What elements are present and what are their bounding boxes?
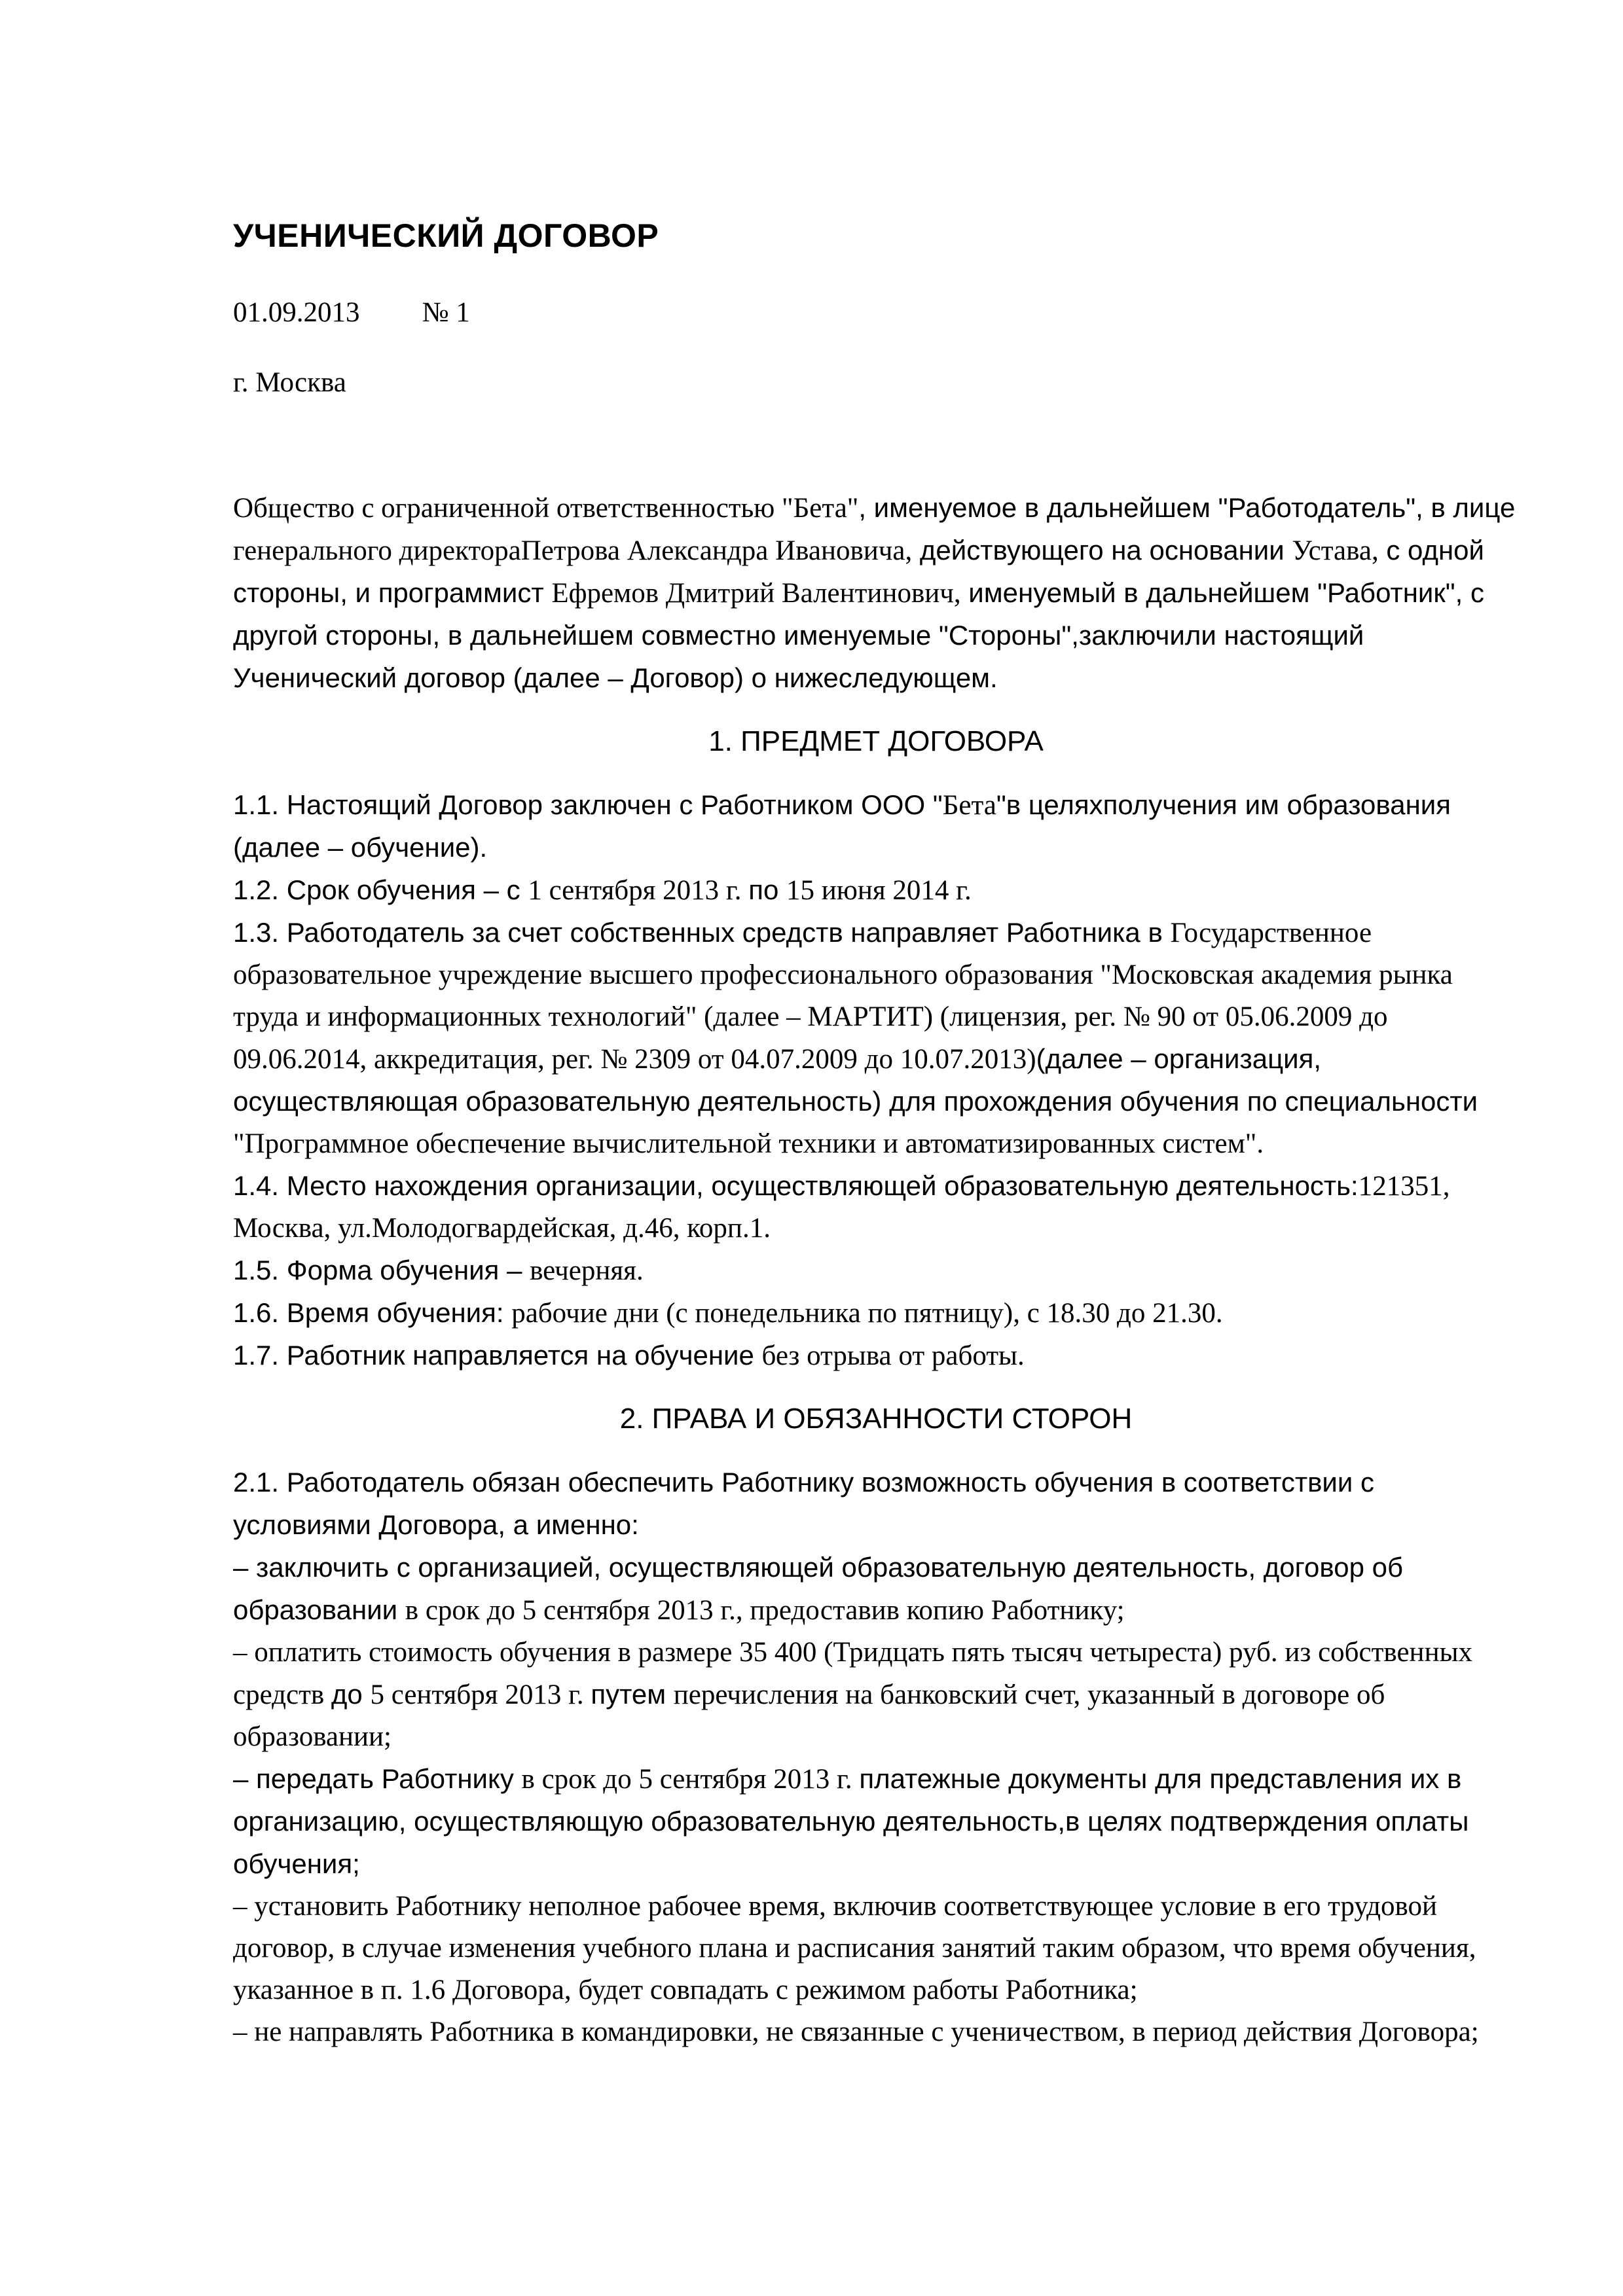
intro-paragraph (233, 487, 1519, 700)
text-run-serif: в срок до 5 сентября 2013 г. (521, 1764, 860, 1795)
text-run-serif: без отрыва от работы. (761, 1340, 1025, 1371)
clause-1-1 (233, 784, 1519, 869)
text-run-sans: путем (591, 1679, 674, 1710)
text-run-serif: – не направлять Работника в командировки, не связанные с ученичеством, в период действия Договора; (233, 2017, 1479, 2047)
text-run-serif: в срок до 5 сентября 2013 г., предоставив копию Работнику; (405, 1595, 1125, 1626)
text-run-sans: 1.6. Время обучения: (233, 1297, 512, 1328)
text-run-sans: 1.3. Работодатель за счет собственных средств направляет Работника в (233, 917, 1171, 948)
document-number: № 1 (422, 297, 470, 328)
text-run-serif: 1 сентября 2013 г. (528, 875, 749, 906)
text-run-sans: – заключить с организацией, осуществляющей образовательную деятельность, договор об образовании (233, 1552, 1404, 1625)
text-run-serif: 121351, Москва, ул.Молодогвардейская, д.46, корп.1. (233, 1171, 1450, 1244)
document-body (233, 487, 1519, 2053)
text-run-serif: 5 сентября 2013 г. (370, 1679, 591, 1710)
text-run-sans: , именуемое в дальнейшем "Работодатель", в лице (858, 492, 1516, 523)
document-city: г. Москва (233, 367, 346, 398)
section-1-heading: 1. ПРЕДМЕТ ДОГОВОРА (708, 725, 1044, 757)
text-run-serif: – установить Работнику неполное рабочее время, включив соответствующее условие в его трудовой договор, в случае изменения учебного плана и расписания занятий таким образом, что время обучения, указанное в п. 1.6 Договора, будет совпадать с режимом работы Работника; (233, 1891, 1476, 2005)
text-run-serif: Ефремов Дмитрий Валентинович, (551, 578, 961, 609)
text-run-sans: по (748, 874, 786, 905)
clause-2-1-item-2 (233, 1632, 1519, 1758)
clause-1-2 (233, 869, 1519, 912)
clause-2-1-item-3 (233, 1758, 1519, 1886)
text-run-serif: Бета (942, 790, 996, 821)
document-date: 01.09.2013 (233, 297, 360, 328)
text-run-serif: вечерняя. (530, 1255, 644, 1286)
text-run-serif: 15 июня 2014 г. (786, 875, 972, 906)
text-run-sans: с одной стороны, и программист (233, 535, 1484, 608)
text-run-sans: 2.1. Работодатель обязан обеспечить Работнику возможность обучения в соответствии с условиями Договора, а именно: (233, 1467, 1375, 1540)
text-run-sans: "в целяхполучения им образования (далее – обучение). (233, 789, 1451, 863)
clause-2-1-item-5 (233, 2011, 1519, 2053)
text-run-sans: – передать Работнику (233, 1763, 522, 1794)
clause-2-1-item-1 (233, 1547, 1519, 1632)
text-run-sans: 1.5. Форма обучения – (233, 1255, 530, 1285)
clause-2-1-item-4 (233, 1886, 1519, 2011)
text-run-sans: 1.4. Место нахождения организации, осуществляющей образовательную деятельность: (233, 1170, 1359, 1201)
text-run-serif: Устава, (1292, 535, 1379, 566)
text-run-sans: 1.2. Срок обучения – с (233, 874, 528, 905)
text-run-serif: "Программное обеспечение вычислительной техники и автоматизированных систем". (233, 1128, 1264, 1159)
clause-1-6 (233, 1292, 1519, 1335)
text-run-serif: перечисления на банковский счет, указанный в договоре об образовании; (233, 1679, 1385, 1752)
date-number-row (233, 292, 1519, 333)
text-run-serif: рабочие дни (с понедельника по пятницу), с 18.30 до 21.30. (511, 1298, 1223, 1329)
text-run-serif: Общество с ограниченной ответственностью "Бета" (233, 493, 859, 524)
clause-2-1 (233, 1462, 1519, 1547)
text-run-sans: действующего на основании (912, 535, 1292, 565)
clause-1-3 (233, 912, 1519, 1165)
text-run-sans: до (331, 1679, 371, 1710)
text-run-sans: (далее – организация, осуществляющая образовательную деятельность) для прохождения обучения по специальности (233, 1043, 1478, 1117)
text-run-serif: генерального директораПетрова Александра Ивановича, (233, 535, 913, 566)
text-run-sans: платежные документы для представления их в организацию, осуществляющую образовательную деятельность,в целях подтверждения оплаты обучения; (233, 1763, 1469, 1879)
section-2-heading: 2. ПРАВА И ОБЯЗАННОСТИ СТОРОН (619, 1403, 1133, 1435)
text-run-serif: – оплатить стоимость обучения в размере 35 400 (Тридцать пять тысяч четыреста) руб. из собственных средств (233, 1637, 1472, 1710)
clause-1-7 (233, 1335, 1519, 1377)
text-run-serif: Государственное образовательное учреждение высшего профессионального образования "Московская академия рынка труда и информационных технологий" (далее – МАРТИТ) (лицензия, рег. № 90 от 05.06.2009 до 09.06.2014, аккредитация, рег. № 2309 от 04.07.2009 до 10.07.2013) (233, 918, 1453, 1075)
clause-1-4 (233, 1165, 1519, 1249)
text-run-sans: 1.1. Настоящий Договор заключен с Работником ООО " (233, 789, 943, 820)
document-title: УЧЕНИЧЕСКИЙ ДОГОВОР (233, 217, 659, 254)
text-run-sans: именуемый в дальнейшем "Работник", с другой стороны, в дальнейшем совместно именуемые "Стороны",заключили настоящий Ученический договор (далее – Договор) о нижеследующем. (233, 577, 1485, 693)
clause-1-5 (233, 1249, 1519, 1292)
text-run-sans: 1.7. Работник направляется на обучение (233, 1340, 762, 1371)
